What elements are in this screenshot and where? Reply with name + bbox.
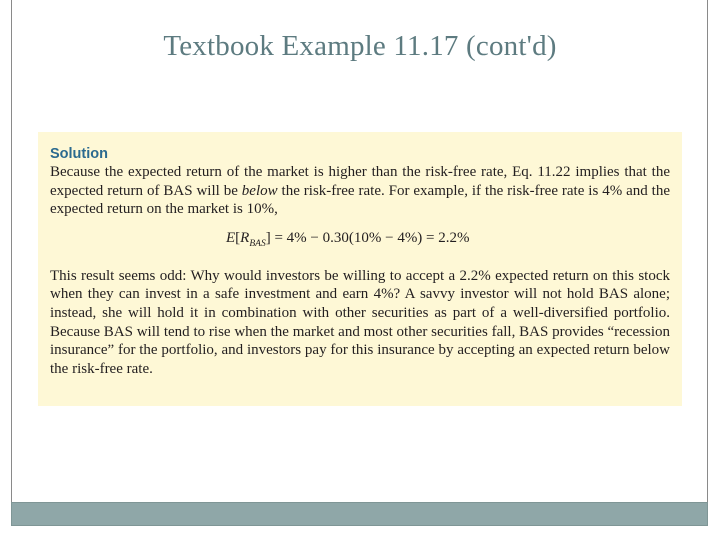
- solution-panel: [38, 132, 682, 406]
- footer-bar: [11, 502, 708, 526]
- solution-paragraph-2: This result seems odd: Why would investors be willing to accept a 2.2% expected return on this stock when they can invest in a safe investment and earn 4%? A savvy investor will not hold BAS alone; instead, she will hold it in combination with other securities as part of a well-diversified portfolio. Because BAS will tend to rise when the market and most other securities fall, BAS provides “recession insurance” for the portfolio, and investors pay for this insurance by accepting an expected return below the risk-free rate.: [50, 267, 670, 377]
- equation-return-variable: R: [240, 229, 250, 246]
- solution-heading: Solution: [50, 146, 108, 162]
- expected-return-equation: [226, 229, 670, 253]
- emphasis-below: below: [241, 182, 278, 199]
- equation-subscript: BAS: [249, 238, 266, 249]
- equation-open-bracket: [: [235, 229, 241, 246]
- solution-paragraph-1: [50, 163, 670, 219]
- paragraph-1-text-end: the risk-free rate. For example, if the risk-free rate is 4% and the expected return on the market is 10%,: [50, 182, 671, 218]
- slide-left-border: [11, 0, 12, 514]
- equation-rhs: = 4% − 0.30(10% − 4%) = 2.2%: [270, 229, 470, 246]
- equation-expectation-symbol: E: [226, 229, 236, 246]
- slide-title: Textbook Example 11.17 (cont'd): [163, 30, 557, 62]
- paragraph-1-text-start: Because the expected return of the market is higher than the risk-free rate, Eq. 11.22 implies that the expected return of BAS will be: [50, 164, 670, 199]
- equation-close-bracket: ]: [265, 229, 271, 246]
- slide-right-border: [707, 0, 708, 514]
